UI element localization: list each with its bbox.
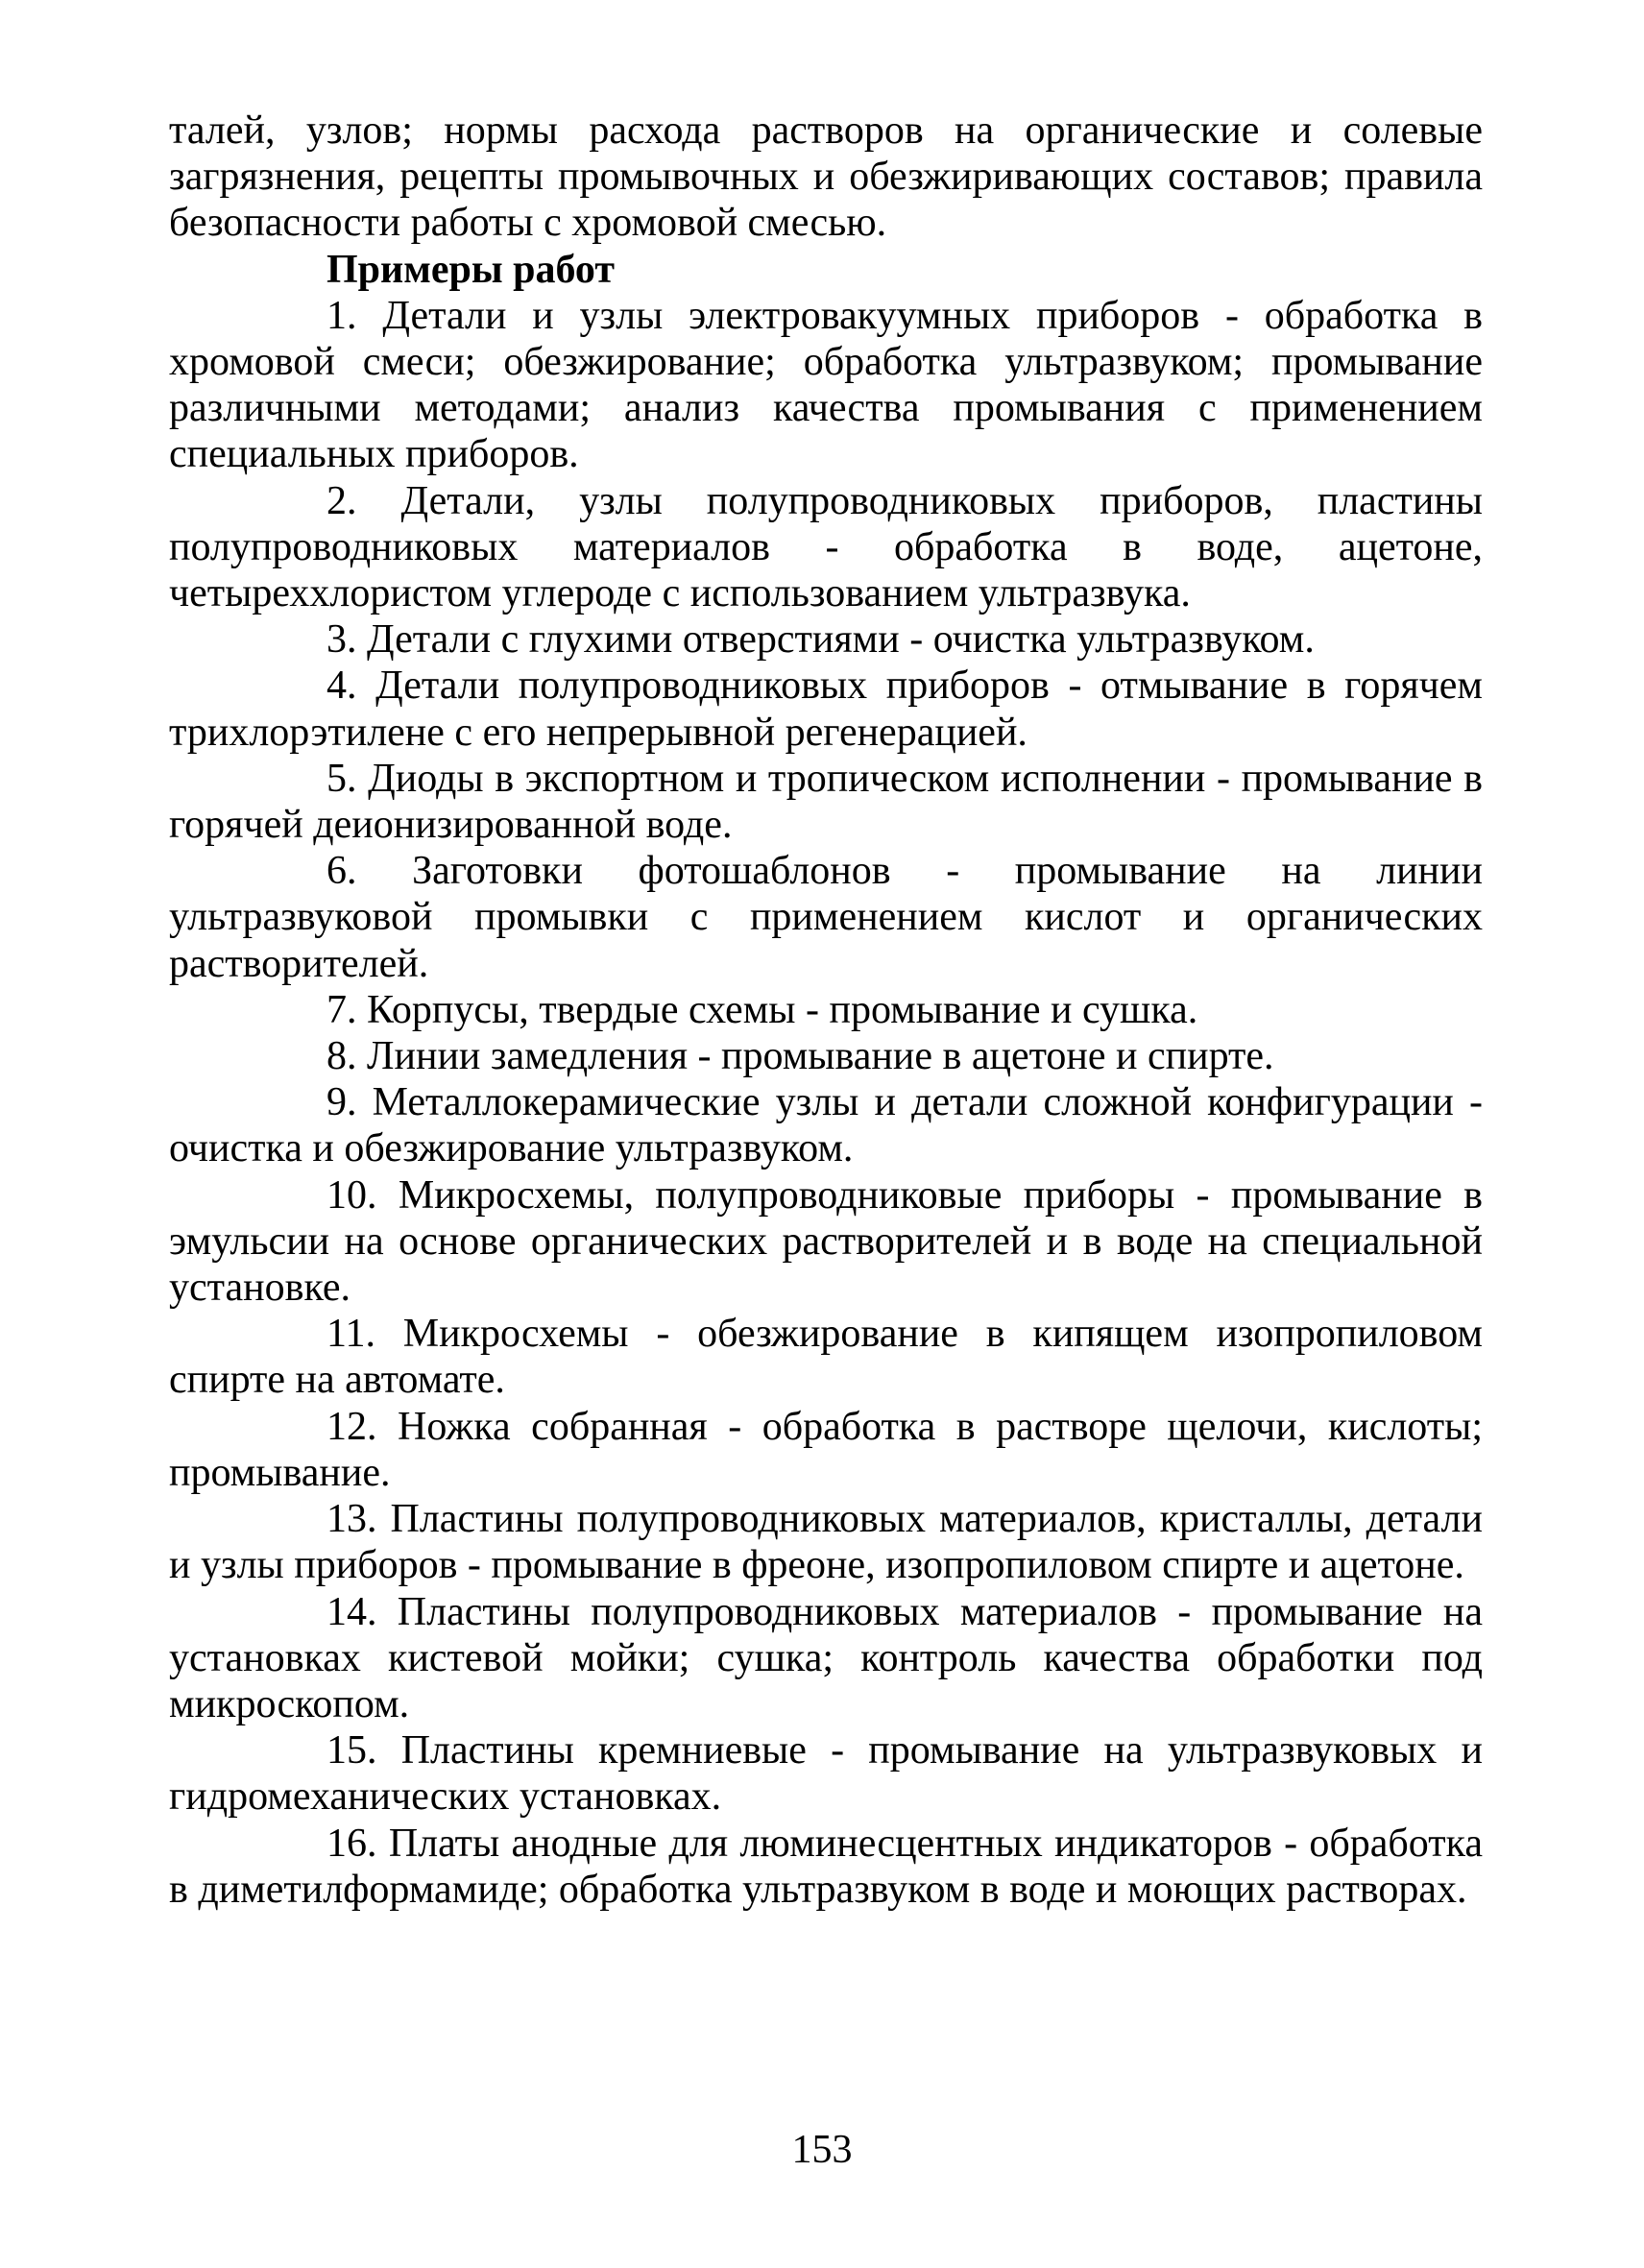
example-item: 4. Детали полупроводниковых приборов - отмывание в горячем трихлорэтилене с его непрерывной регенерацией.: [169, 664, 1483, 755]
example-item: 12. Ножка собранная - обработка в растворе щелочи, кислоты; промывание.: [169, 1404, 1483, 1495]
example-item: 14. Пластины полупроводниковых материалов - промывание на установках кистевой мойки; сушка; контроль качества обработки под микроскопом.: [169, 1589, 1483, 1726]
section-heading: Примеры работ: [326, 247, 616, 292]
example-item: 3. Детали с глухими отверстиями - очистка ультразвуком.: [326, 617, 1315, 663]
example-item: 15. Пластины кремниевые - промывание на ультразвуковых и гидромеханических установках.: [169, 1728, 1483, 1820]
example-item: 10. Микросхемы, полупроводниковые приборы - промывание в эмульсии на основе органических растворителей и в воде на специальной установке.: [169, 1172, 1483, 1311]
example-item: 11. Микросхемы - обезжирование в кипящем изопропиловом спирте на автомате.: [169, 1312, 1483, 1403]
example-item: 8. Линии замедления - промывание в ацетоне и спирте.: [326, 1034, 1274, 1079]
example-item: 2. Детали, узлы полупроводниковых приборов, пластины полупроводниковых материалов - обработка в воде, ацетоне, четыреххлористом углероде с использованием ультразвука.: [169, 478, 1483, 616]
intro-paragraph: талей, узлов; нормы расхода растворов на органические и солевые загрязнения, рецепты промывочных и обезжиривающих составов; правила безопасности работы с хромовой смесью.: [169, 109, 1483, 246]
example-item: 9. Металлокерамические узлы и детали сложной конфигурации - очистка и обезжирование ультразвуком.: [169, 1080, 1483, 1171]
example-item: 16. Платы анодные для люминесцентных индикаторов - обработка в диметилформамиде; обработка ультразвуком в воде и моющих растворах.: [169, 1821, 1483, 1912]
example-item: 5. Диоды в экспортном и тропическом исполнении - промывание в горячей деионизированной воде.: [169, 756, 1483, 848]
page-number: 153: [791, 2128, 853, 2172]
example-item: 1. Детали и узлы электровакуумных приборов - обработка в хромовой смеси; обезжирование; обработка ультразвуком; промывание различными методами; анализ качества промывания с применением специальных приборов.: [169, 293, 1483, 477]
example-item: 13. Пластины полупроводниковых материалов, кристаллы, детали и узлы приборов - промывание в фреоне, изопропиловом спирте и ацетоне.: [169, 1497, 1483, 1588]
example-item: 6. Заготовки фотошаблонов - промывание на линии ультразвуковой промывки с применением кислот и органических растворителей.: [169, 849, 1483, 986]
example-item: 7. Корпусы, твердые схемы - промывание и сушка.: [326, 987, 1198, 1032]
body-text: [169, 108, 1483, 1913]
